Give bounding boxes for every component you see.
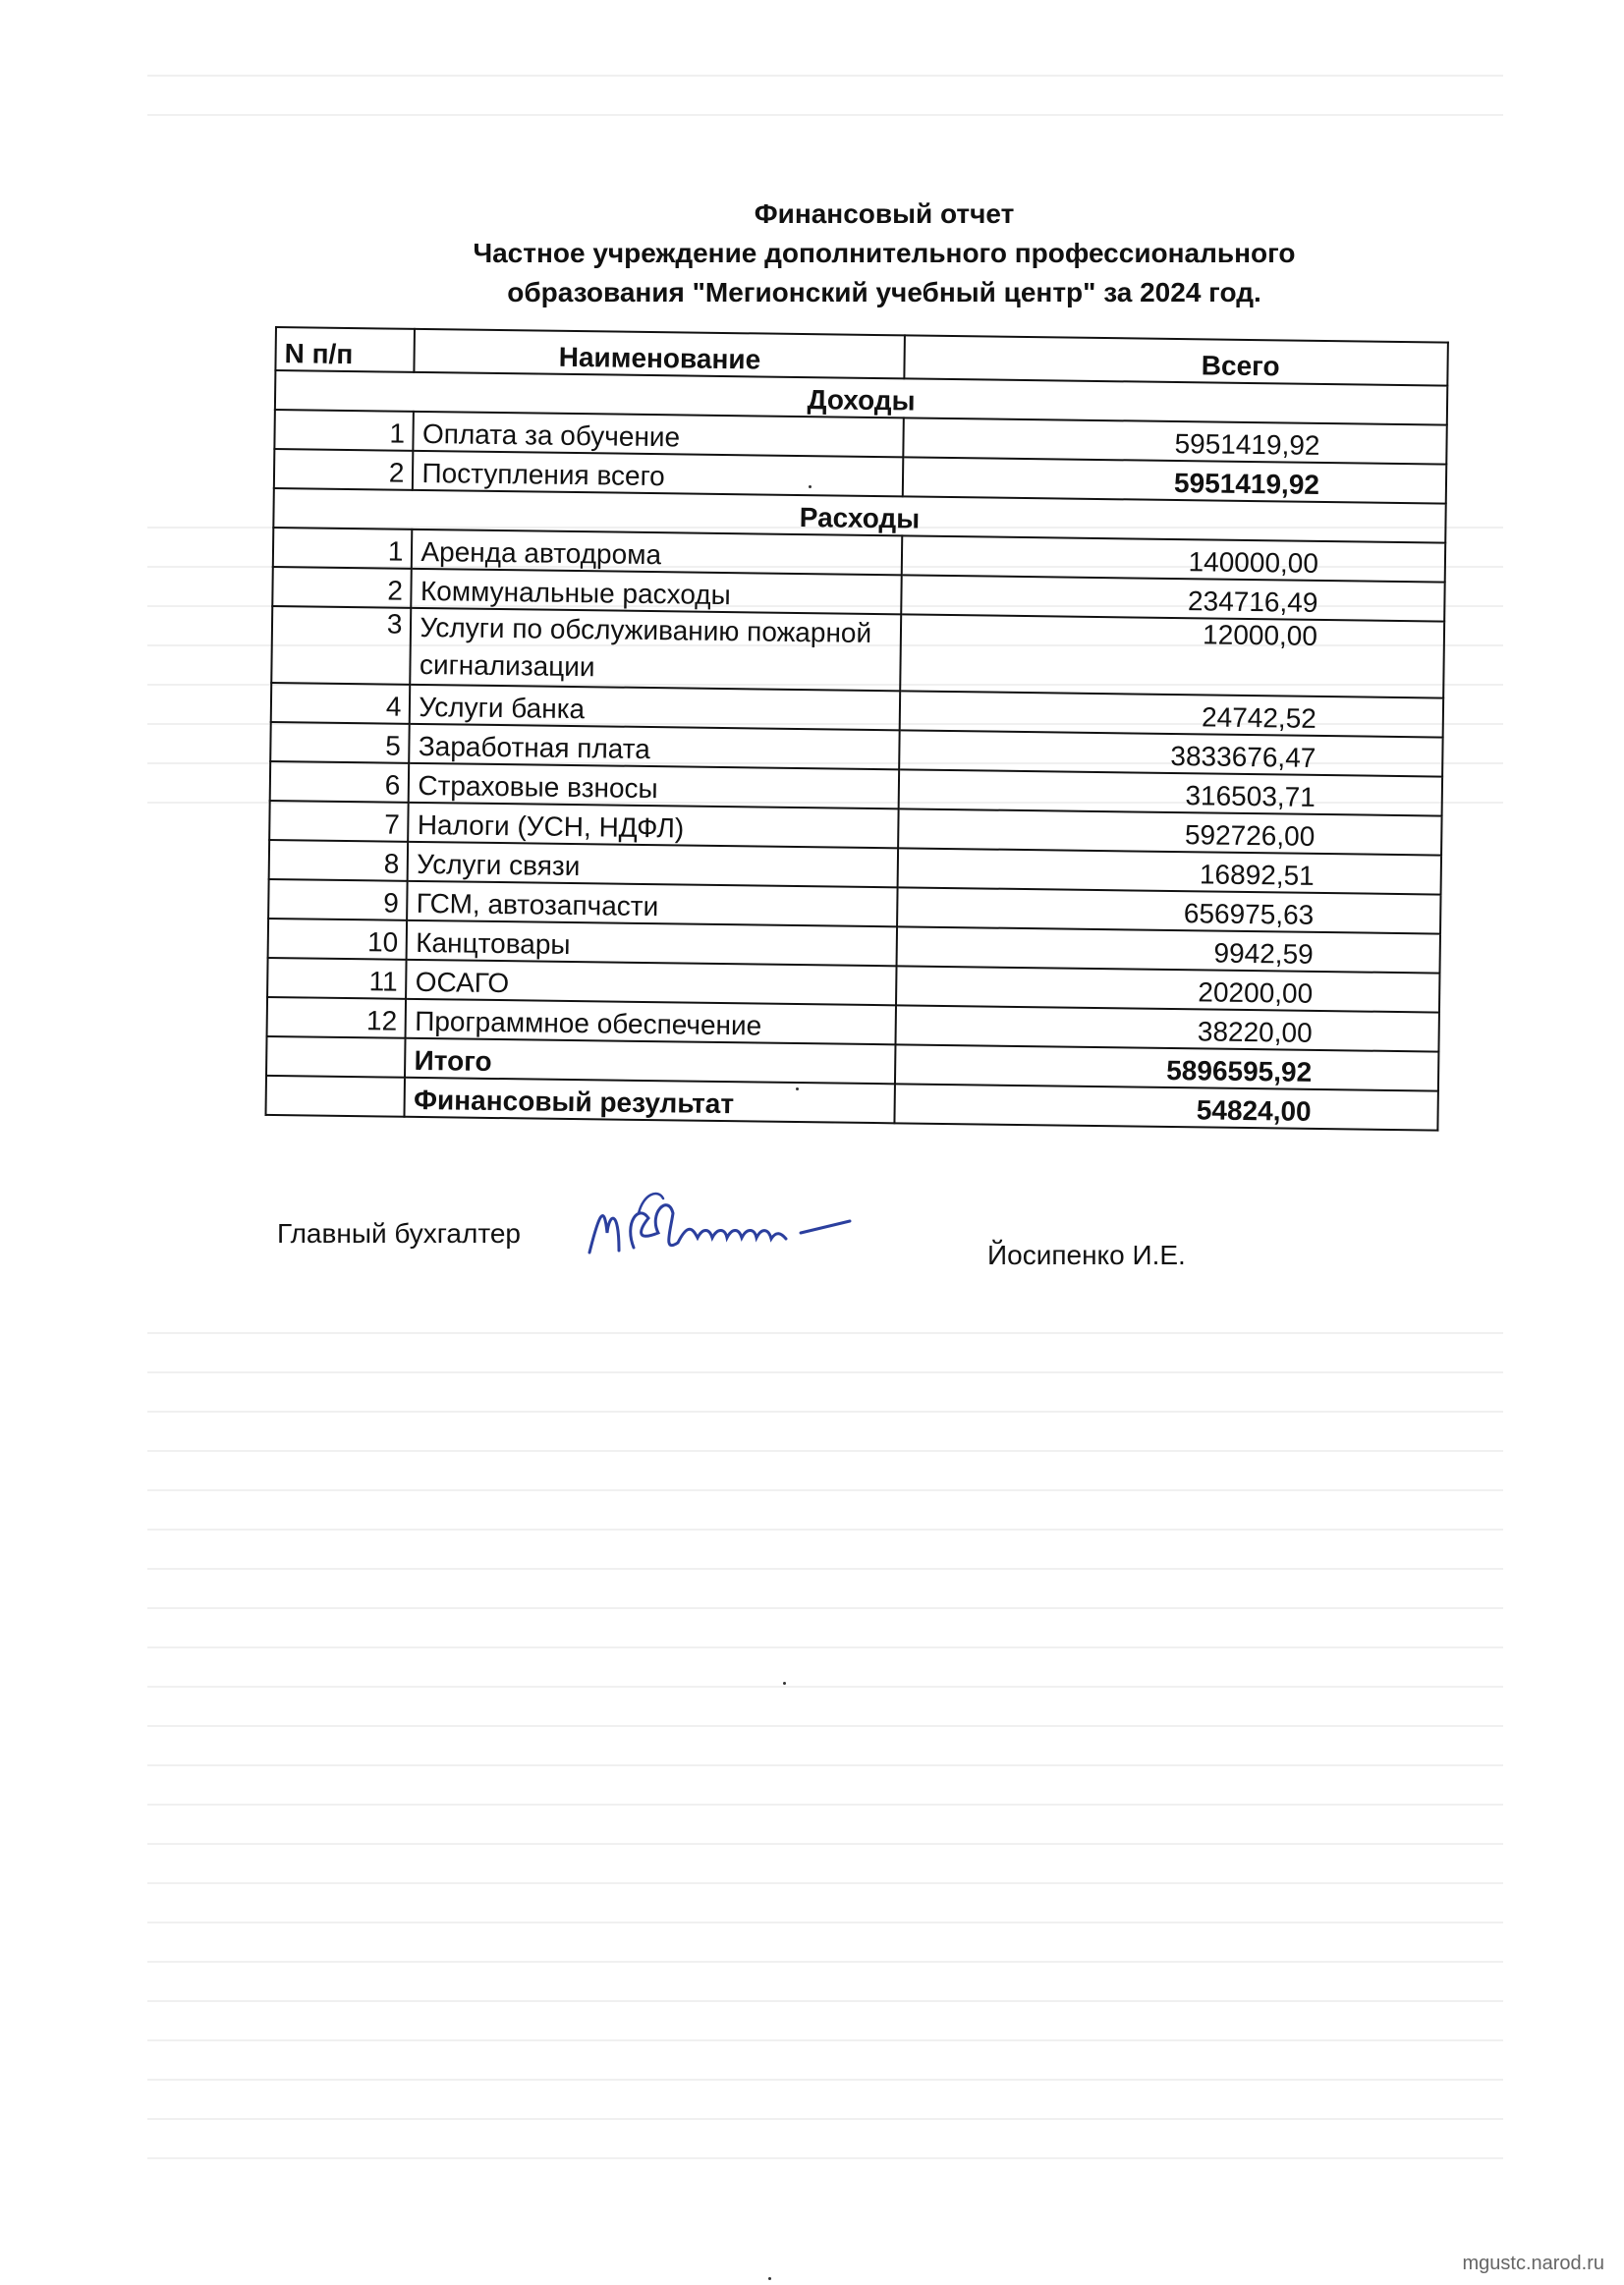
row-value: 24742,52: [900, 691, 1443, 737]
total-num-cell: [266, 1036, 406, 1078]
scan-speck: [768, 2277, 771, 2280]
header-total: Всего: [905, 335, 1448, 385]
financial-table-wrapper: [264, 326, 1448, 1132]
row-value: 3833676,47: [899, 730, 1442, 776]
row-name: Аренда автодрома: [412, 529, 902, 576]
row-num: 1: [274, 410, 414, 451]
row-value: 234716,49: [901, 575, 1444, 621]
row-name: ГСМ, автозапчасти: [408, 881, 898, 927]
result-value: 54824,00: [895, 1084, 1438, 1130]
total-label: Итого: [405, 1038, 895, 1085]
report-title: [413, 195, 1356, 312]
result-num-cell: [265, 1076, 405, 1117]
row-value: 656975,63: [897, 887, 1440, 933]
row-num: 2: [274, 449, 414, 490]
row-name: Программное обеспечение: [406, 999, 896, 1045]
row-value: 316503,71: [899, 769, 1442, 815]
row-name: ОСАГО: [407, 960, 897, 1006]
row-name: Услуги по обслуживанию пожарной сигнализации: [411, 608, 902, 692]
title-line-1: Финансовый отчет: [754, 198, 1015, 229]
accountant-position: Главный бухгалтер: [277, 1218, 521, 1249]
row-num: 11: [267, 958, 407, 999]
row-value: 9942,59: [897, 926, 1440, 973]
scan-speck: [809, 485, 812, 488]
expense-section-label: Расходы: [273, 488, 1445, 543]
row-value: 20200,00: [896, 966, 1439, 1012]
row-num: 10: [268, 919, 408, 960]
result-label: Финансовый результат: [405, 1078, 895, 1124]
row-name: Поступления всего: [413, 451, 903, 497]
show-through-bottom: [147, 1297, 1503, 2161]
row-value: 592726,00: [898, 808, 1441, 855]
website-watermark: mgustc.narod.ru: [1462, 2253, 1604, 2274]
title-line-2: Частное учреждение дополнительного профессионального: [473, 238, 1296, 268]
row-name: Оплата за обучение: [414, 412, 904, 458]
row-value: 5951419,92: [903, 457, 1446, 503]
row-value: 38220,00: [896, 1005, 1439, 1051]
row-num: 8: [269, 840, 409, 881]
row-value: 140000,00: [902, 535, 1445, 582]
row-num: 7: [269, 801, 409, 842]
total-value: 5896595,92: [895, 1044, 1438, 1090]
row-name: Канцтовары: [407, 920, 897, 967]
row-num: 1: [273, 528, 413, 569]
row-num: 5: [270, 722, 410, 763]
scan-speck: [783, 1682, 786, 1685]
row-num: 4: [271, 683, 411, 724]
row-value: 12000,00: [900, 614, 1444, 697]
header-num: N п/п: [275, 327, 415, 372]
row-name: Коммунальные расходы: [412, 569, 902, 615]
header-name: Наименование: [415, 329, 905, 379]
income-section-label: Доходы: [275, 370, 1447, 425]
row-name: Налоги (УСН, НДФЛ): [409, 803, 899, 849]
row-value: 5951419,92: [904, 418, 1447, 464]
row-num: 2: [272, 567, 412, 608]
row-name: Услуги связи: [408, 842, 898, 888]
row-name: Заработная плата: [410, 724, 900, 770]
row-name: Услуги банка: [410, 685, 900, 731]
row-num: 12: [267, 997, 407, 1038]
show-through-top: [147, 39, 1503, 118]
title-line-3: образования "Мегионский учебный центр" за 2024 год.: [507, 277, 1261, 307]
scan-speck: [796, 1087, 799, 1090]
row-num: 3: [271, 606, 411, 685]
row-value: 16892,51: [898, 848, 1441, 894]
handwritten-signature: [580, 1174, 855, 1282]
accountant-name: Йосипенко И.Е.: [987, 1240, 1186, 1270]
row-num: 9: [268, 879, 408, 920]
financial-table: [264, 326, 1448, 1132]
row-name: Страховые взносы: [409, 763, 899, 809]
row-num: 6: [270, 761, 410, 803]
